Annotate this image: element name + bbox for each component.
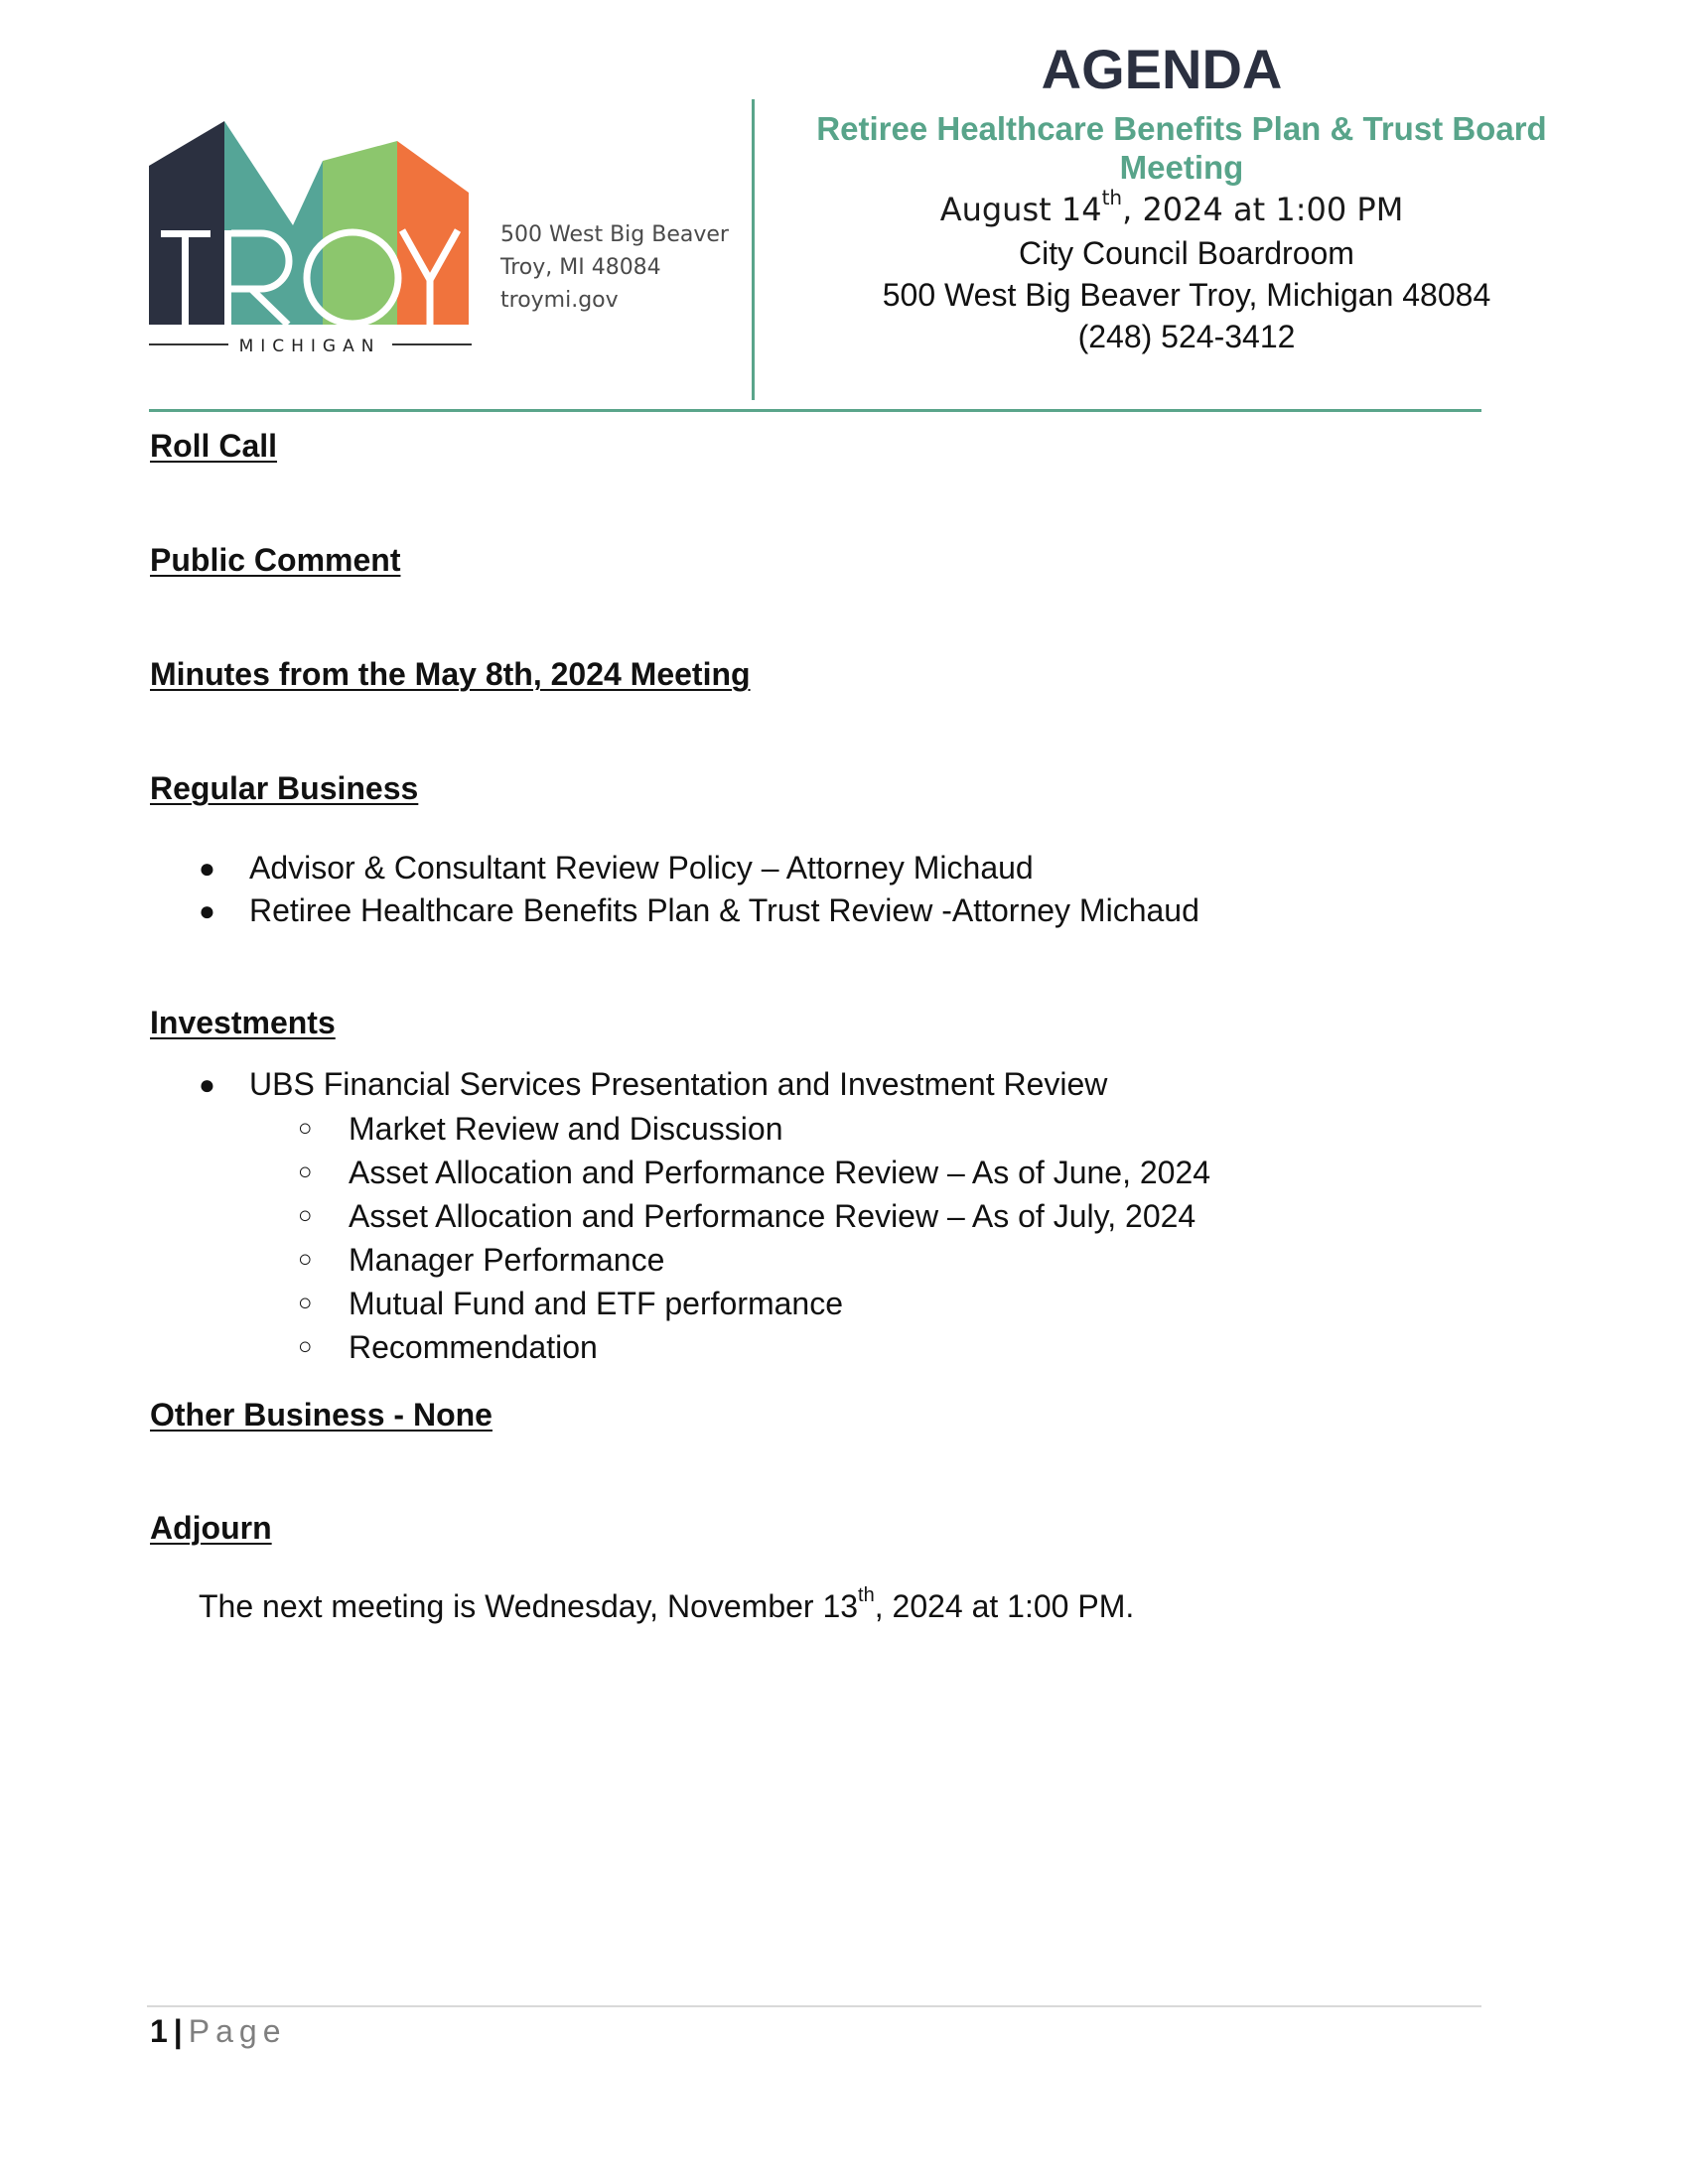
sub-list-item: ○ Mutual Fund and ETF performance [298,1282,1210,1325]
list-item: ● Advisor & Consultant Review Policy – Attorney Michaud [199,847,1199,889]
footer-separator: | [173,2013,183,2049]
bullet-icon: ● [199,853,215,884]
sub-list-item: ○ Asset Allocation and Performance Review – As of June, 2024 [298,1151,1210,1194]
section-adjourn: Adjourn [150,1510,272,1546]
page-label: Page [188,2013,287,2049]
page-footer [150,2013,286,2050]
meeting-street: 500 West Big Beaver Troy, Michigan 48084 [882,277,1491,313]
sub-list-item: ○ Market Review and Discussion [298,1107,1210,1151]
section-other-business: Other Business - None [150,1397,492,1433]
address-line2: Troy, MI 48084 [500,255,661,280]
section-minutes: Minutes from the May 8th, 2024 Meeting [150,656,751,692]
circle-bullet-icon: ○ [298,1159,313,1185]
troy-logo-graphic [149,121,472,354]
section-public-comment: Public Comment [150,542,401,578]
website-link[interactable]: troymi.gov [500,288,619,313]
section-roll-call: Roll Call [150,428,278,464]
bullet-icon: ● [199,895,215,926]
page-title: AGENDA [1041,38,1283,100]
circle-bullet-icon: ○ [298,1333,313,1360]
list-item: ● Retiree Healthcare Benefits Plan & Trust Review -Attorney Michaud [199,889,1199,932]
logo-subtitle: MICHIGAN [238,337,381,354]
investments-list [199,1063,1107,1106]
investments-sub-list [298,1107,1210,1369]
section-regular-business: Regular Business [150,770,419,806]
page-number: 1 [150,2013,168,2049]
circle-bullet-icon: ○ [298,1290,313,1316]
bullet-icon: ● [199,1069,215,1100]
next-meeting-text: The next meeting is Wednesday, November 13th, 2024 at 1:00 PM. [199,1584,1135,1624]
address-line1: 500 West Big Beaver [500,222,729,247]
regular-business-list [199,847,1199,932]
header-rule [149,409,1481,412]
footer-rule [147,2005,1481,2007]
meeting-phone: (248) 524-3412 [1077,319,1296,354]
troy-logo [149,121,472,354]
header-info [774,30,1569,357]
circle-bullet-icon: ○ [298,1115,313,1142]
address-block [500,218,729,317]
list-item: ● UBS Financial Services Presentation and Investment Review [199,1063,1107,1106]
sub-list-item: ○ Manager Performance [298,1238,1210,1282]
section-investments: Investments [150,1005,336,1040]
meeting-location: City Council Boardroom [1019,235,1354,271]
sub-list-item: ○ Recommendation [298,1325,1210,1369]
header-divider [752,99,755,400]
meeting-date: August 14th, 2024 at 1:00 PM [939,186,1404,228]
board-name: Retiree Healthcare Benefits Plan & Trust Board Meeting [816,110,1547,186]
circle-bullet-icon: ○ [298,1202,313,1229]
sub-list-item: ○ Asset Allocation and Performance Review – As of July, 2024 [298,1194,1210,1238]
circle-bullet-icon: ○ [298,1246,313,1273]
